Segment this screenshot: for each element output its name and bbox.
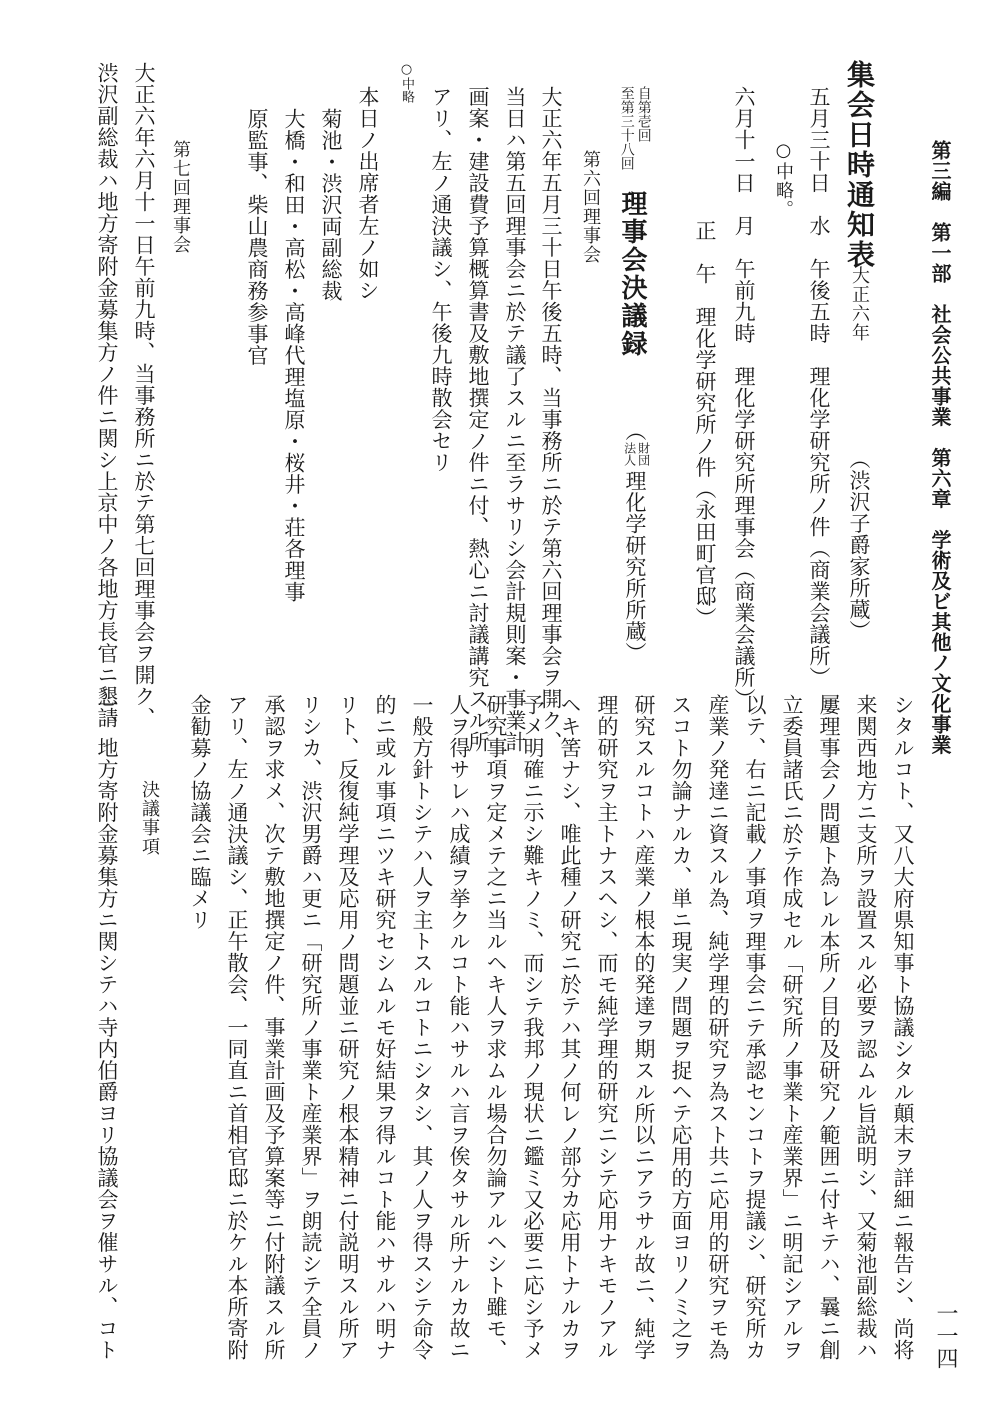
lower-line-12: 研究事項ヲ定メテ之ニ当ルヘキ人ヲ求ムル場合勿論アルヘシト雖モ、 [484, 694, 508, 1361]
lower-line-7: スコト勿論ナルカ、単ニ現実ノ問題ヲ捉ヘテ応用的方面ヨリノミ之ヲ [669, 694, 693, 1361]
resolution-item-1: 一、地方寄附金募集方ニ関シテハ寺内伯爵ヨリ協議会ヲ催サル、コト [95, 694, 119, 1361]
lower-line-1: シタルコト、又八大府県知事ト協議シタル顛末ヲ詳細ニ報告シ、尚将 [891, 694, 915, 1361]
notice-year: 大正六年 [849, 266, 870, 342]
attendance-line-2: 菊池・渋沢両副総裁 [319, 108, 343, 302]
lower-line-15: 的ニ或ル事項ニツキ研究セシムルモ好結果ヲ得ルコト能ハサルハ明ナ [373, 694, 397, 1361]
seventh-meeting-heading: 第七回理事会 [170, 140, 191, 254]
lower-line-9: 理的研究ヲ主トナスヘシ、而モ純学理的研究ニシテ応用ナキモノアル [595, 694, 619, 1361]
body6-line-4: アリ、左ノ通決議シ、午後九時散会セリ [429, 86, 453, 473]
notice-entry-2-noon: 正 午 理化学研究所ノ件（永田町官邸） [693, 220, 717, 629]
resolution-heading: 決議事項 [139, 780, 160, 856]
body6-line-3: 画案・建設費予算概算書及敷地撰定ノ件ニ付、熱心ニ討議講究スル所 [466, 86, 490, 753]
attendance-line-1: 本日ノ出席者左ノ如シ [356, 86, 380, 301]
running-title: 第三編 第一部 社会公共事業 第六章 学術及ビ其他ノ文化事業 [928, 140, 952, 755]
lower-line-18: 承認ヲ求メ、次テ敷地撰定ノ件、事業計画及予算案等ニ付附議スル所 [262, 694, 286, 1361]
lower-line-16: リト、反復純学理及応用ノ問題並ニ研究ノ根本精神ニ付説明スル所ア [336, 694, 360, 1361]
lower-line-3: 屢理事会ノ問題ト為レル本所ノ目的及研究ノ範囲ニ付キテハ、曩ニ創 [817, 694, 841, 1361]
lower-line-6: 産業ノ発達ニ資スル為、純学理的研究ヲ為スト共ニ応用的研究ヲモ為 [706, 694, 730, 1361]
lower-line-19: アリ、左ノ通決議シ、正午散会、一同直ニ首相官邸ニ於ケル本所寄附 [225, 694, 249, 1361]
lower-line-13: 人ヲ得サレハ成績ヲ挙クルコト能ハサルハ言ヲ俟タサル所ナルカ故ニ [447, 694, 471, 1361]
minutes-source-prefix-a: 財団 [636, 442, 651, 466]
lower-line-17: リシカ、渋沢男爵ハ更ニ「研究所ノ事業ト産業界」ヲ朗読シテ全員ノ [299, 694, 323, 1361]
minutes-source-prefix-b: 法人 [622, 442, 637, 466]
lower-line-10: ヘキ筈ナシ、唯此種ノ研究ニ於テハ其ノ何レノ部分カ応用トナルカヲ [558, 694, 582, 1361]
page-number: 一一四 [933, 1302, 958, 1370]
attendance-line-3: 大橋・和田・高松・高峰代理塩原・桜井・荘各理事 [282, 108, 306, 603]
omission-note-1: ○中略。 [773, 140, 794, 219]
lower-line-4: 立委員諸氏ニ於テ作成セル「研究所ノ事業ト産業界」ニ明記シアルヲ [780, 694, 804, 1361]
attendance-line-4: 原監事、柴山農商務参事官 [245, 108, 269, 366]
notice-entry-2: 六月十一日 月 午前九時 理化学研究所理事会（商業会議所） [732, 86, 756, 710]
notice-entry-1: 五月三十日 水 午後五時 理化学研究所ノ件（商業会議所） [807, 86, 831, 688]
minutes-range-from: 自第壱回 [635, 86, 652, 142]
lower-line-8: 研究スルコトハ産業ノ根本的発達ヲ期スル所以ニアラサル故ニ、純学 [632, 694, 656, 1361]
minutes-range-to: 至第三十八回 [618, 86, 635, 170]
lower-line-11: 予メ明確ニ示シ難キノミ、而シテ我邦ノ現状ニ鑑ミ又必要ニ応シ予メ [521, 694, 545, 1361]
sixth-meeting-heading: 第六回理事会 [580, 150, 601, 264]
notice-source: （渋沢子爵家所蔵） [847, 448, 871, 642]
body7-line-1: 大正六年六月十一日午前九時、当事務所ニ於テ第七回理事会ヲ開ク、 [132, 62, 156, 729]
minutes-source-open: （ [623, 420, 647, 442]
body7-line-2: 渋沢副総裁ハ地方寄附金募集方ノ件ニ関シ上京中ノ各地方長官ニ懇請 [95, 62, 119, 729]
lower-line-14: 一般方針トシテハ人ヲ主トスルコトニシタシ、其ノ人ヲ得スシテ命令 [410, 694, 434, 1361]
lower-line-5: 以テ、右ニ記載ノ事項ヲ理事会ニテ承認センコトヲ提議シ、研究所カ [743, 694, 767, 1361]
lower-line-2: 来関西地方ニ支所ヲ設置スル必要ヲ認ムル旨説明シ、又菊池副総裁ハ [854, 694, 878, 1361]
body6-line-2: 当日ハ第五回理事会ニ於テ議了スルニ至ラサリシ会計規則案・事業計 [503, 86, 527, 753]
omission-note-2: ○中略 [399, 62, 414, 103]
body6-line-1: 大正六年五月三十日午後五時、当事務所ニ於テ第六回理事会ヲ開ク、 [539, 86, 563, 753]
notice-title: 集会日時通知表 [843, 60, 876, 270]
lower-line-20: 金勧募ノ協議会ニ臨メリ [188, 694, 212, 931]
minutes-title: 理事会決議録 [617, 190, 647, 358]
minutes-source: 理化学研究所所蔵） [623, 470, 647, 664]
